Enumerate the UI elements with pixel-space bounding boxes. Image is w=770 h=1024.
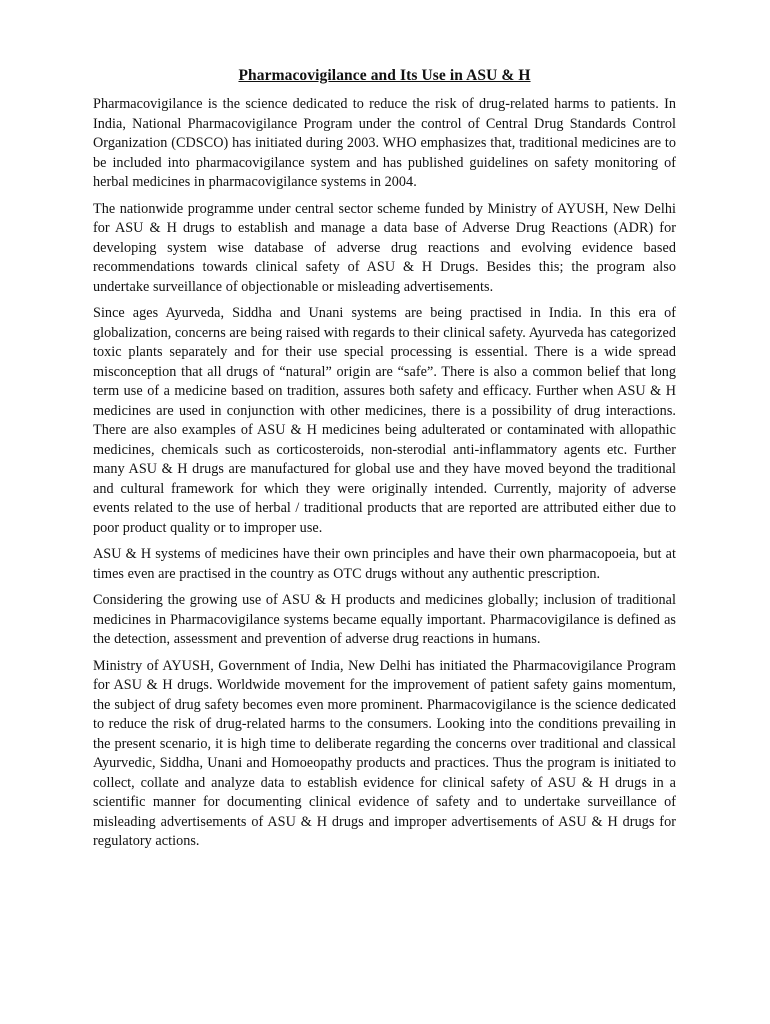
paragraph-intro: Pharmacovigilance is the science dedicated to reduce the risk of drug-related harms to patients. In India, National Pharmacovigilance Program under the control of Central Drug Standards Control Organization (CDSCO) has initiated during 2003. WHO emphasizes that, traditional medicines are to be included into pharmacovigilance system and has published guidelines on safety monitoring of herbal medicines in pharmacovigilance systems in 2004. xyxy=(93,96,676,190)
page-title: Pharmacovigilance and Its Use in ASU & H xyxy=(238,67,531,84)
document-page xyxy=(93,66,676,859)
paragraph-safety-concerns: Since ages Ayurveda, Siddha and Unani systems are being practised in India. In this era of globalization, concerns are being raised with regards to their clinical safety. Ayurveda has categorized toxic plants separately and for their use special processing is essential. There is a wide spread misconception that all drugs of “natural” origin are “safe”. There is also a common belief that long term use of a medicine based on tradition, assures both safety and efficacy. Further when ASU & H medicines are used in conjunction with other medicines, there is a possibility of drug interactions. There are also examples of ASU & H medicines being adulterated or contaminated with allopathic medicines, chemicals such as corticosteroids, non-sterodial anti-inflammatory agents etc. Further many ASU & H drugs are manufactured for global use and they have moved beyond the traditional and cultural framework for which they were originally intended. Currently, majority of adverse events related to the use of herbal / traditional products that are reported are attributed either due to poor product quality or to improper use. xyxy=(93,305,676,536)
paragraph-otc-practice: ASU & H systems of medicines have their own principles and have their own pharmacopoeia, but at times even are practised in the country as OTC drugs without any authentic prescription. xyxy=(93,546,676,582)
paragraph-ministry-program: Ministry of AYUSH, Government of India, New Delhi has initiated the Pharmacovigilance Program for ASU & H drugs. Worldwide movement for the improvement of patient safety gains momentum, the subject of drug safety becomes even more prominent. Pharmacovigilance is the science dedicated to reduce the risk of drug-related harms to the consumers. Looking into the conditions prevailing in the present scenario, it is high time to deliberate regarding the concerns over traditional and classical Ayurvedic, Siddha, Unani and Homoeopathy products and practices. Thus the program is initiated to collect, collate and analyze data to establish evidence for clinical safety of ASU & H drugs in a scientific manner for documenting clinical evidence of safety and to undertake surveillance of misleading advertisements of ASU & H drugs and improper advertisements of ASU & H drugs for regulatory actions. xyxy=(93,657,676,849)
paragraph-definition: Considering the growing use of ASU & H products and medicines globally; inclusion of traditional medicines in Pharmacovigilance systems became equally important. Pharmacovigilance is defined as the detection, assessment and prevention of adverse drug reactions in humans. xyxy=(93,592,676,647)
paragraph-nationwide-programme: The nationwide programme under central sector scheme funded by Ministry of AYUSH, New Delhi for ASU & H drugs to establish and manage a data base of Adverse Drug Reactions (ADR) for developing system wise database of adverse drug reactions and evolving evidence based recommendations towards clinical safety of ASU & H Drugs. Besides this; the program also undertake surveillance of objectionable or misleading advertisements. xyxy=(93,200,676,295)
